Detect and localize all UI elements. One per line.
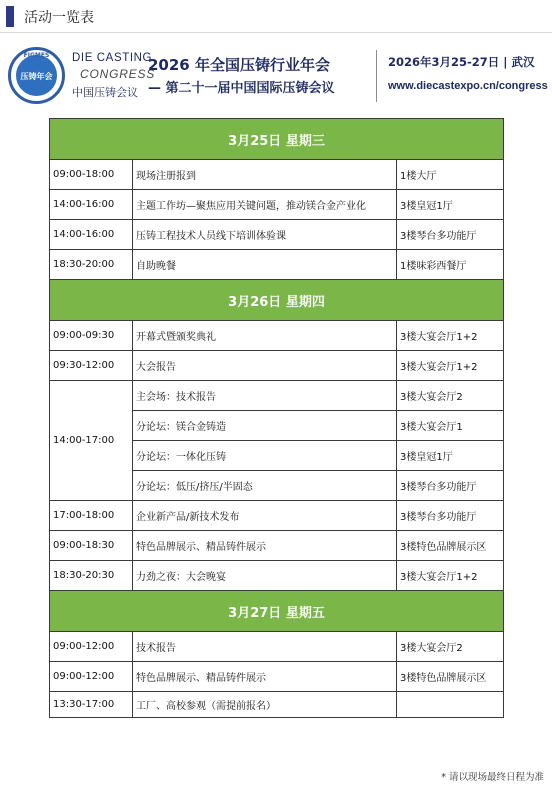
day-header: 3月25日 星期三	[50, 119, 504, 160]
session-venue: 1楼大厅	[397, 160, 504, 190]
table-row	[50, 662, 504, 692]
session-time: 14:00-16:00	[50, 220, 133, 250]
event-title: 2026 年全国压铸行业年会	[148, 56, 330, 74]
session-venue	[397, 692, 504, 718]
session-time: 17:00-18:00	[50, 501, 133, 531]
session-venue: 3楼琴台多功能厅	[397, 471, 504, 501]
table-row	[50, 501, 504, 531]
session-venue: 3楼大宴会厅1+2	[397, 351, 504, 381]
table-row	[50, 381, 504, 411]
session-time: 13:30-17:00	[50, 692, 133, 718]
session-time: 09:00-12:00	[50, 632, 133, 662]
session-venue: 3楼大宴会厅1	[397, 411, 504, 441]
logo-ring-text: FIGMES	[23, 52, 50, 59]
table-row	[50, 351, 504, 381]
session-topic: 分论坛：低压/挤压/半固态	[133, 471, 397, 501]
event-subtitle: — 第二十一届中国国际压铸会议	[148, 81, 335, 96]
session-topic: 特色品牌展示、精品铸件展示	[133, 662, 397, 692]
session-time: 09:00-12:00	[50, 662, 133, 692]
session-venue: 3楼特色品牌展示区	[397, 662, 504, 692]
footnote: * 请以现场最终日程为准	[441, 772, 544, 783]
session-topic: 主会场：技术报告	[133, 381, 397, 411]
session-topic: 力劲之夜：大会晚宴	[133, 561, 397, 591]
banner-divider	[376, 50, 377, 102]
session-topic: 压铸工程技术人员线下培训体验课	[133, 220, 397, 250]
event-date: 2026年3月25-27日 | 武汉	[388, 55, 535, 69]
session-time: 18:30-20:30	[50, 561, 133, 591]
session-topic: 工厂、高校参观（需提前报名）	[133, 692, 397, 718]
session-topic: 现场注册报到	[133, 160, 397, 190]
table-row	[50, 632, 504, 662]
session-topic: 大会报告	[133, 351, 397, 381]
day-header-row	[50, 119, 504, 160]
event-url: www.diecastexpo.cn/congress	[388, 80, 548, 92]
table-row	[50, 160, 504, 190]
session-time: 09:00-09:30	[50, 321, 133, 351]
session-topic: 自助晚餐	[133, 250, 397, 280]
session-time: 14:00-17:00	[50, 381, 133, 501]
table-row	[50, 692, 504, 718]
session-topic: 技术报告	[133, 632, 397, 662]
table-row	[50, 220, 504, 250]
session-time: 09:00-18:00	[50, 160, 133, 190]
session-time: 14:00-16:00	[50, 190, 133, 220]
table-row	[50, 321, 504, 351]
day-header-row	[50, 591, 504, 632]
session-venue: 3楼琴台多功能厅	[397, 501, 504, 531]
day-header: 3月27日 星期五	[50, 591, 504, 632]
session-venue: 3楼特色品牌展示区	[397, 531, 504, 561]
session-time: 09:30-12:00	[50, 351, 133, 381]
session-venue: 3楼大宴会厅2	[397, 381, 504, 411]
day-header: 3月26日 星期四	[50, 280, 504, 321]
session-venue: 3楼皇冠1厅	[397, 441, 504, 471]
session-topic: 主题工作坊—聚焦应用关键问题，推动镁合金产业化	[133, 190, 397, 220]
event-banner	[0, 34, 552, 114]
session-topic: 企业新产品/新技术发布	[133, 501, 397, 531]
congress-logo	[8, 47, 65, 104]
session-venue: 3楼大宴会厅1+2	[397, 321, 504, 351]
session-venue: 3楼皇冠1厅	[397, 190, 504, 220]
schedule-table	[49, 118, 504, 718]
brand-english-line2: CONGRESS	[80, 67, 156, 81]
session-venue: 1楼味彩西餐厅	[397, 250, 504, 280]
session-venue: 3楼大宴会厅2	[397, 632, 504, 662]
session-topic: 分论坛：镁合金铸造	[133, 411, 397, 441]
table-row	[50, 250, 504, 280]
title-accent-bar	[6, 6, 14, 27]
brand-chinese: 中国压铸会议	[72, 86, 138, 99]
logo-center-text: 压铸年会	[20, 72, 53, 81]
table-row	[50, 531, 504, 561]
session-time: 09:00-18:30	[50, 531, 133, 561]
session-time: 18:30-20:00	[50, 250, 133, 280]
table-row	[50, 190, 504, 220]
session-topic: 开幕式暨颁奖典礼	[133, 321, 397, 351]
day-header-row	[50, 280, 504, 321]
session-venue: 3楼琴台多功能厅	[397, 220, 504, 250]
session-topic: 特色品牌展示、精品铸件展示	[133, 531, 397, 561]
brand-english-line1: DIE CASTING	[72, 52, 153, 64]
session-venue: 3楼大宴会厅1+2	[397, 561, 504, 591]
page-header	[0, 0, 552, 33]
session-topic: 分论坛：一体化压铸	[133, 441, 397, 471]
page-title: 活动一览表	[24, 10, 94, 26]
table-row	[50, 561, 504, 591]
